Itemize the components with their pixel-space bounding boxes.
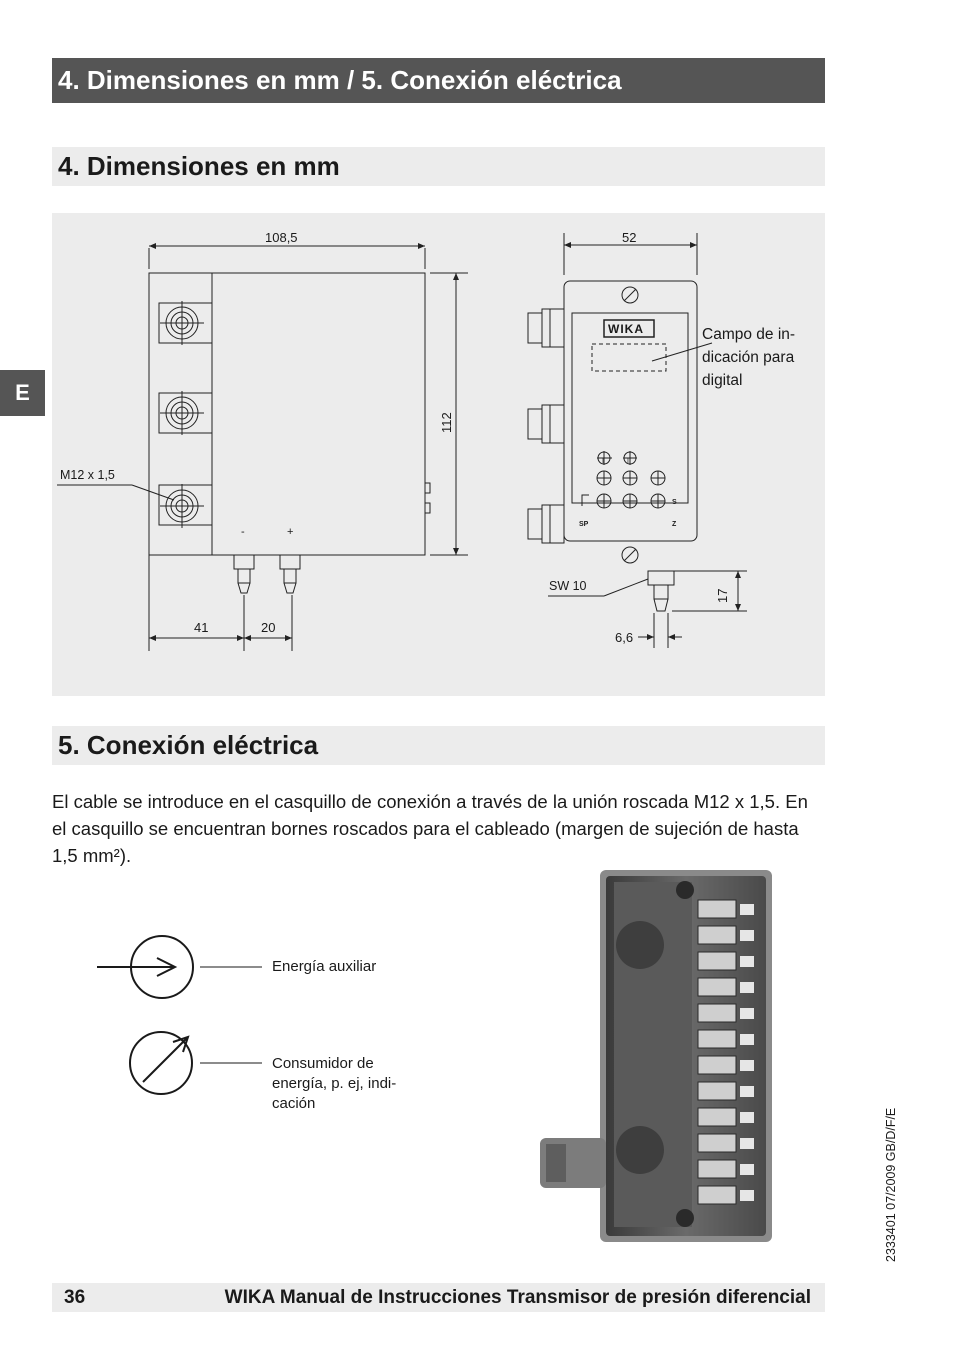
dim-17-label: 17 xyxy=(715,588,730,603)
page-number: 36 xyxy=(64,1287,86,1308)
terminal-housing-photo xyxy=(540,870,776,1246)
power-supply-label: Energía auxiliar xyxy=(272,958,377,975)
dim-41-label: 41 xyxy=(194,620,209,635)
side-gland-3 xyxy=(528,505,564,543)
consumer-label-line: energía, p. ej, indi- xyxy=(272,1075,397,1092)
pressure-port-plus xyxy=(280,555,300,593)
marker-ii: II xyxy=(627,458,631,465)
dim-width-label: 108,5 xyxy=(265,230,298,245)
page-footer xyxy=(52,1283,825,1312)
side-gland-2 xyxy=(528,405,564,443)
dim-20-label: 20 xyxy=(261,620,276,635)
page-header-title: 4. Dimensiones en mm / 5. Conexión eléctrica xyxy=(58,65,622,95)
section-5-body: El cable se introduce en el casquillo de conexión a través de la unión roscada M12 x 1,5. En el casquillo se encuentran bornes roscados para el cableado (margen de sujeción de hasta 1,5 mm²). xyxy=(52,791,808,866)
section-4-heading: 4. Dimensiones en mm xyxy=(52,147,825,186)
marker-sp: SP xyxy=(579,521,589,528)
dim-66-label: 6,6 xyxy=(615,630,634,645)
dim-height-label: 112 xyxy=(439,412,454,433)
consumer-label-line: Consumidor de xyxy=(272,1055,374,1072)
marker-s: S xyxy=(672,499,677,506)
side-gland-1 xyxy=(528,309,564,347)
footer-title: WIKA Manual de Instrucciones Transmisor de presión diferencial xyxy=(224,1287,811,1308)
dimension-drawing-svg xyxy=(52,213,825,696)
display-callout-line: Campo de in- xyxy=(702,326,796,343)
power-supply-symbol-icon xyxy=(97,936,193,998)
consumer-symbol-icon xyxy=(130,1032,192,1094)
language-tab: E xyxy=(0,370,45,416)
marker-i: I xyxy=(602,458,604,465)
dimension-drawing xyxy=(52,213,825,696)
pressure-port-minus xyxy=(234,555,254,593)
display-callout xyxy=(702,323,822,392)
page-header-bar xyxy=(52,58,825,103)
consumer-label-line: cación xyxy=(272,1095,316,1112)
section-5-heading: 5. Conexión eléctrica xyxy=(52,726,825,765)
thread-label: M12 x 1,5 xyxy=(60,468,115,482)
dim-52-label: 52 xyxy=(622,230,637,245)
display-callout-line: dicación para xyxy=(702,349,795,366)
side-pressure-port xyxy=(648,571,674,611)
marker-z: Z xyxy=(672,521,677,528)
electrical-symbols xyxy=(95,932,275,1098)
wika-logo: WIKA xyxy=(608,322,644,336)
minus-label: - xyxy=(241,526,245,538)
document-reference: 2333401 07/2009 GB/D/F/E xyxy=(884,1107,898,1262)
plus-label: + xyxy=(287,526,294,538)
sw-label: SW 10 xyxy=(549,579,587,593)
consumer-label xyxy=(272,1054,432,1114)
display-callout-line: digital xyxy=(702,372,743,389)
